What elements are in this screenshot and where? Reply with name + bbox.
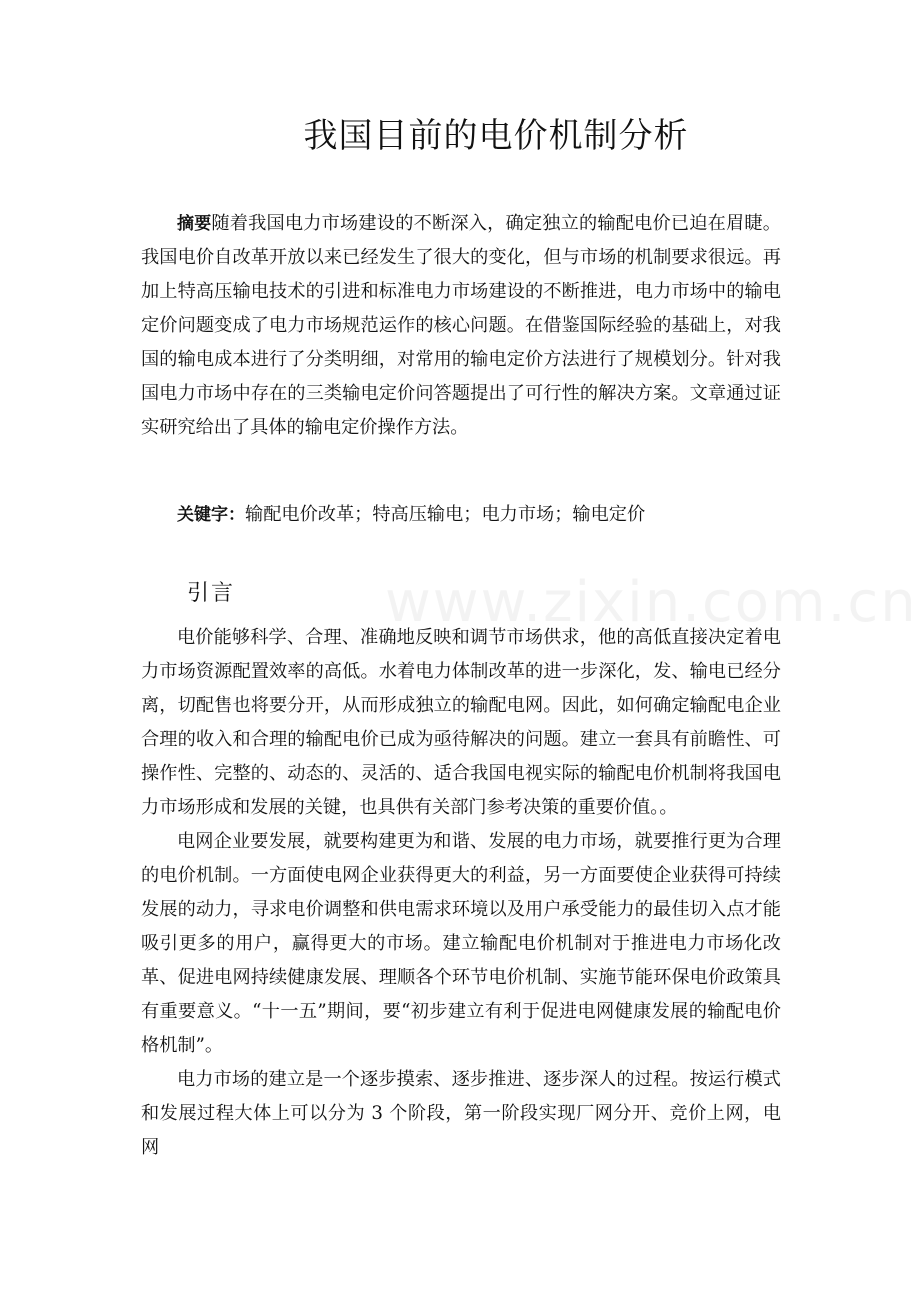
abstract-paragraph [141, 207, 781, 445]
keywords-text: 输配电价改革；特高压输电；电力市场；输电定价 [245, 504, 646, 525]
intro-heading: 引言 [187, 581, 236, 606]
intro-paragraph-3: 电力市场的建立是一个逐步摸索、逐步推进、逐步深人的过程。按运行模式和发展过程大体上可以分为 3 个阶段，第一阶段实现厂网分开、竞价上网，电网 [141, 1069, 781, 1158]
abstract-text: 随着我国电力市场建设的不断深入，确定独立的输配电价已迫在眉睫。我国电价自改革开放以来已经发生了很大的变化，但与市场的机制要求很远。再加上特高压输电技术的引进和标准电力市场建设的不断推进，电力市场中的输电定价问题变成了电力市场规范运作的核心问题。在借鉴国际经验的基础上，对我国的输电成本进行了分类明细，对常用的输电定价方法进行了规模划分。针对我国电力市场中存在的三类输电定价问答题提出了可行性的解决方案。文章通过证实研究给出了具体的输电定价操作方法。 [141, 213, 781, 438]
watermark: www.zixin.com.cn [385, 570, 918, 635]
intro-body [141, 621, 781, 1165]
intro-paragraph-1: 电价能够科学、合理、准确地反映和调节市场供求，他的高低直接决定着电力市场资源配置效率的高低。水着电力体制改革的进一步深化，发、输电已经分离，切配售也将要分开，从而形成独立的输配电网。因此，如何确定输配电企业合理的收入和合理的输配电价已成为亟待解决的问题。建立一套具有前瞻性、可操作性、完整的、动态的、灵活的、适合我国电视实际的输配电价机制将我国电力市场形成和发展的关键，也具供有关部门参考决策的重要价值。。 [141, 627, 781, 818]
abstract-label: 摘要 [177, 214, 212, 234]
keywords-line [177, 498, 645, 532]
intro-paragraph-2: 电网企业要发展，就要构建更为和谐、发展的电力市场，就要推行更为合理的电价机制。一方面使电网企业获得更大的利益，另一方面要使企业获得可持续发展的动力，寻求电价调整和供电需求环境以及用户承受能力的最佳切入点才能吸引更多的用户，赢得更大的市场。建立输配电价机制对于推进电力市场化改革、促进电网持续健康发展、理顺各个环节电价机制、实施节能环保电价政策具有重要意义。“十一五”期间，要“初步建立有利于促进电网健康发展的输配电价格机制”。 [141, 831, 781, 1056]
keywords-label: 关键字： [177, 505, 245, 525]
page-title: 我国目前的电价机制分析 [303, 116, 689, 156]
